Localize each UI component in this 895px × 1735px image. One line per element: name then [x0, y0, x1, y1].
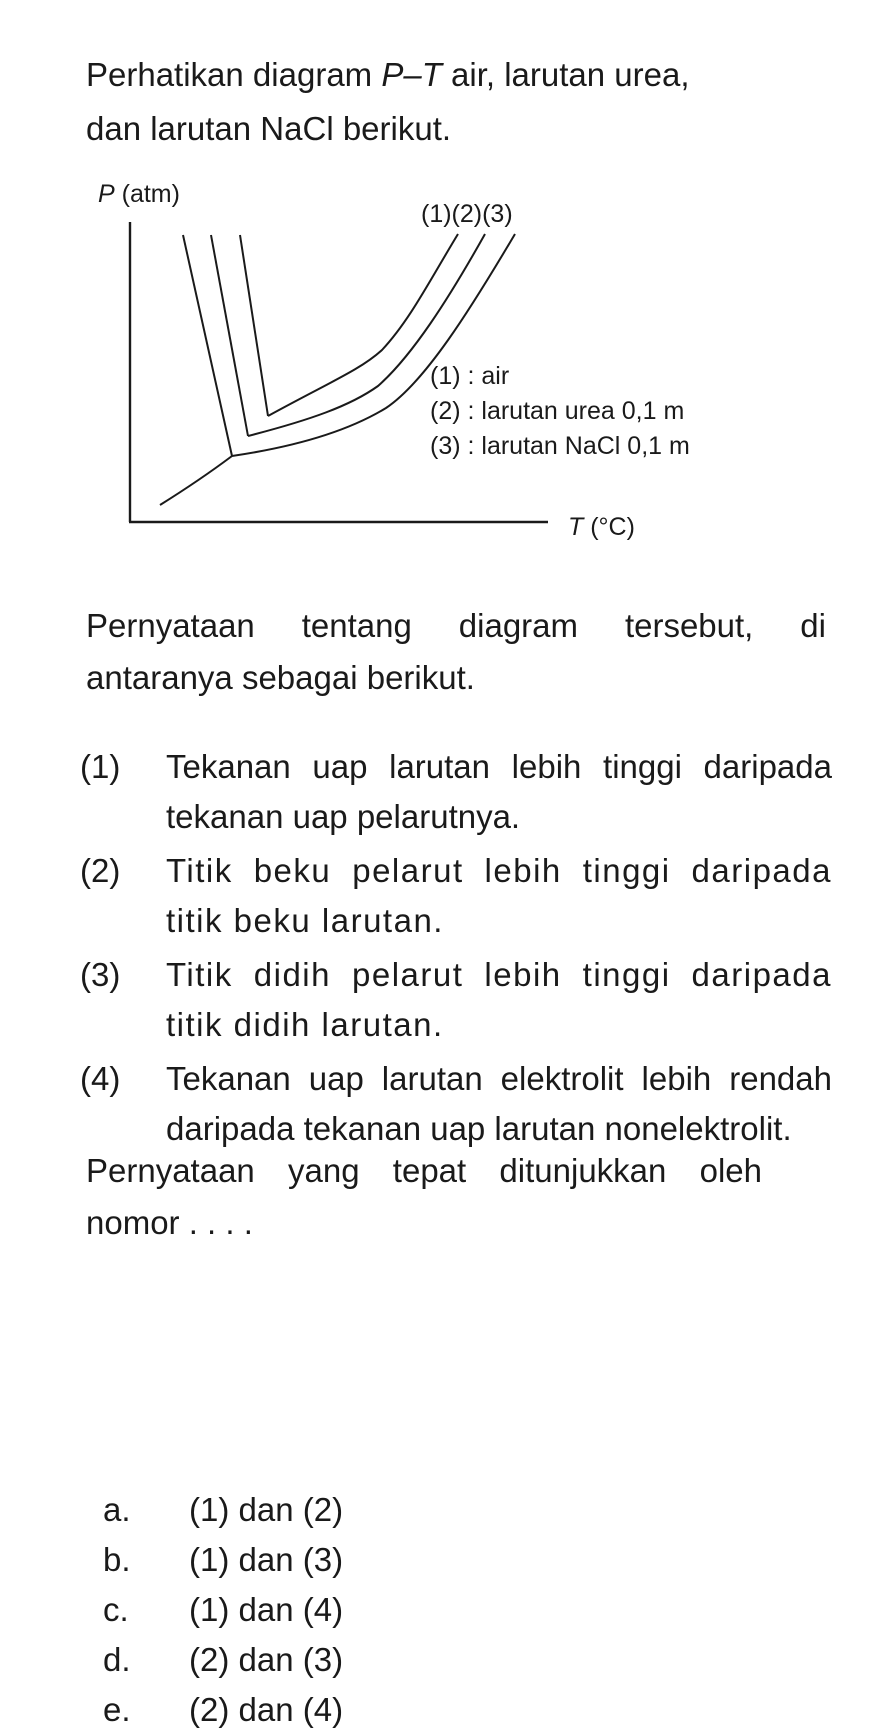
statement-number: (1) — [80, 748, 121, 785]
curve-labels: (1)(2)(3) — [421, 200, 513, 228]
fusion-line-nacl — [183, 235, 232, 456]
option-text: (2) dan (3) — [189, 1641, 344, 1678]
statement-4 — [80, 1054, 832, 1154]
intro-suffix: air, larutan urea, — [441, 56, 690, 93]
y-axis-label — [98, 180, 180, 208]
option-letter: c. — [103, 1591, 129, 1628]
statement-1 — [80, 742, 832, 842]
statement-text: Titik beku pelarut lebih tinggi daripada titik beku larutan. — [166, 852, 832, 939]
statement-text: Tekanan uap larutan lebih tinggi daripada tekanan uap pelarutnya. — [166, 748, 832, 835]
option-text: (1) dan (2) — [189, 1491, 344, 1528]
option-b[interactable] — [103, 1535, 343, 1585]
answer-options — [103, 1485, 343, 1735]
statements-lead: Pernyataan tentang diagram tersebut, di antaranya sebagai berikut. — [86, 607, 826, 696]
fusion-line-urea — [211, 235, 248, 436]
option-c[interactable] — [103, 1585, 343, 1635]
question-intro — [86, 48, 826, 156]
sublimation-curve — [160, 456, 232, 505]
option-d[interactable] — [103, 1635, 343, 1685]
statement-list — [80, 742, 832, 1158]
option-letter: b. — [103, 1541, 131, 1578]
intro-prefix: Perhatikan diagram — [86, 56, 382, 93]
statement-text: Titik didih pelarut lebih tinggi daripada titik didih larutan. — [166, 956, 832, 1043]
x-axis-unit: (°C) — [583, 513, 635, 541]
statement-number: (2) — [80, 852, 121, 889]
question-prompt: Pernyataan yang tepat ditunjukkan oleh nomor . . . . — [86, 1152, 762, 1241]
option-text: (2) dan (4) — [189, 1691, 344, 1728]
option-e[interactable] — [103, 1685, 343, 1735]
y-axis-var: P — [98, 180, 115, 208]
statement-number: (3) — [80, 956, 121, 993]
legend-item-2: (2) : larutan urea 0,1 m — [430, 397, 685, 425]
x-axis-label — [568, 513, 635, 541]
option-a[interactable] — [103, 1485, 343, 1535]
fusion-line-water — [240, 235, 268, 416]
option-text: (1) dan (3) — [189, 1541, 344, 1578]
y-axis-unit: (atm) — [114, 180, 180, 208]
intro-variable: P–T — [381, 56, 442, 93]
legend-item-3: (3) : larutan NaCl 0,1 m — [430, 432, 690, 460]
pt-phase-diagram — [0, 160, 895, 580]
x-axis-var: T — [568, 513, 584, 541]
intro-line-1 — [86, 48, 826, 102]
statement-3 — [80, 950, 832, 1050]
option-text: (1) dan (4) — [189, 1591, 344, 1628]
statement-text: Tekanan uap larutan elektrolit lebih rendah daripada tekanan uap larutan nonelektrolit. — [166, 1060, 832, 1147]
legend-item-1: (1) : air — [430, 362, 510, 390]
intro-line-2: dan larutan NaCl berikut. — [86, 110, 452, 147]
option-letter: a. — [103, 1491, 131, 1528]
statement-2 — [80, 846, 832, 946]
statement-number: (4) — [80, 1060, 121, 1097]
option-letter: e. — [103, 1691, 131, 1728]
option-letter: d. — [103, 1641, 131, 1678]
